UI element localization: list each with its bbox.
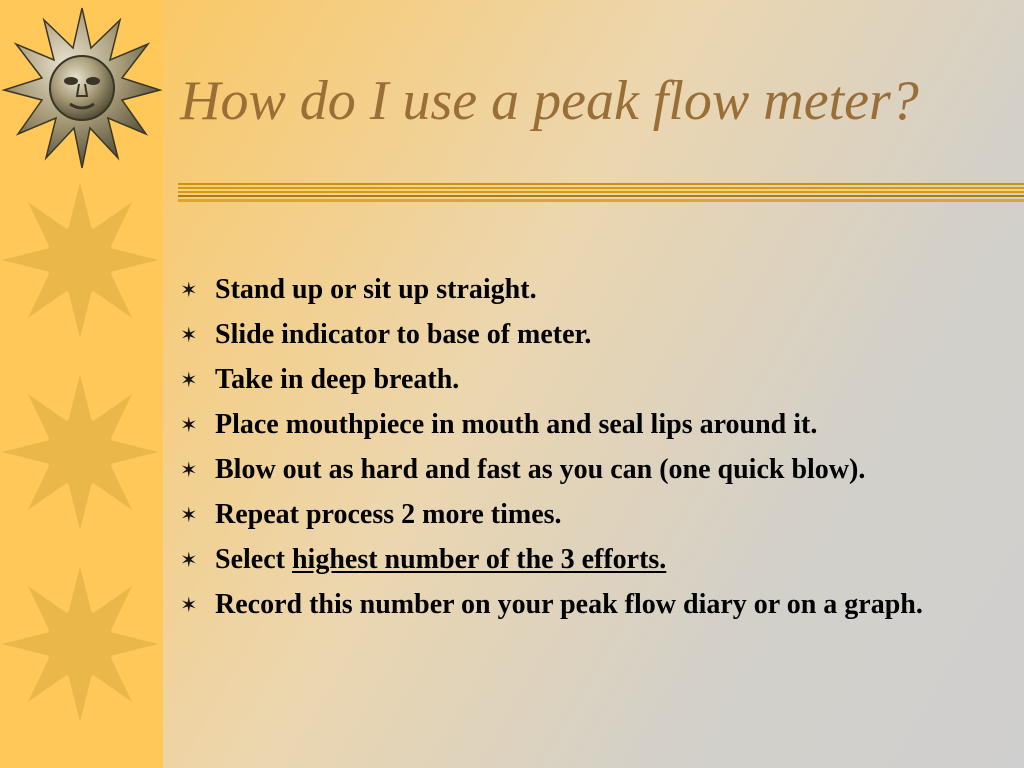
underlined-emphasis: highest number of the 3 efforts.: [291, 544, 667, 575]
sun-icon: [2, 374, 158, 530]
bullet-item: [180, 587, 1020, 623]
slide-title: How do I use a peak flow meter?: [180, 70, 919, 132]
bullet-item: [180, 272, 1020, 308]
bullet-item: [180, 317, 1020, 353]
star-bullet-icon: ✶: [180, 503, 198, 527]
bullet-item: [180, 407, 1020, 443]
sun-icon: [2, 566, 158, 722]
bullet-item: [180, 452, 1020, 488]
bullet-text: Slide indicator to base of meter.: [215, 319, 592, 350]
bullet-text: Record this number on your peak flow diary or on a graph.: [215, 589, 923, 620]
star-bullet-icon: ✶: [180, 593, 198, 617]
star-bullet-icon: ✶: [180, 368, 198, 392]
bullet-text: [215, 542, 666, 578]
sun-decoration-svg: [0, 0, 163, 768]
sun-decoration-strip: [0, 0, 163, 768]
star-bullet-icon: ✶: [180, 323, 198, 347]
bullet-list: [180, 272, 1020, 632]
bullet-text: Take in deep breath.: [215, 364, 460, 395]
bullet-text: Stand up or sit up straight.: [215, 274, 537, 305]
bullet-item: [180, 362, 1020, 398]
star-bullet-icon: ✶: [180, 413, 198, 437]
bullet-text-prefix: Select: [215, 544, 292, 575]
bullet-item: [180, 542, 1020, 578]
title-divider: [178, 182, 1024, 204]
star-bullet-icon: ✶: [180, 278, 198, 302]
bullet-text: Blow out as hard and fast as you can (one quick blow).: [215, 454, 866, 485]
bullet-text: Repeat process 2 more times.: [215, 499, 562, 530]
metal-sun-face-icon: [4, 8, 160, 168]
star-bullet-icon: ✶: [180, 458, 198, 482]
bullet-item: [180, 497, 1020, 533]
star-bullet-icon: ✶: [180, 548, 198, 572]
sun-icon: [2, 182, 158, 338]
bullet-text: Place mouthpiece in mouth and seal lips around it.: [215, 409, 818, 440]
